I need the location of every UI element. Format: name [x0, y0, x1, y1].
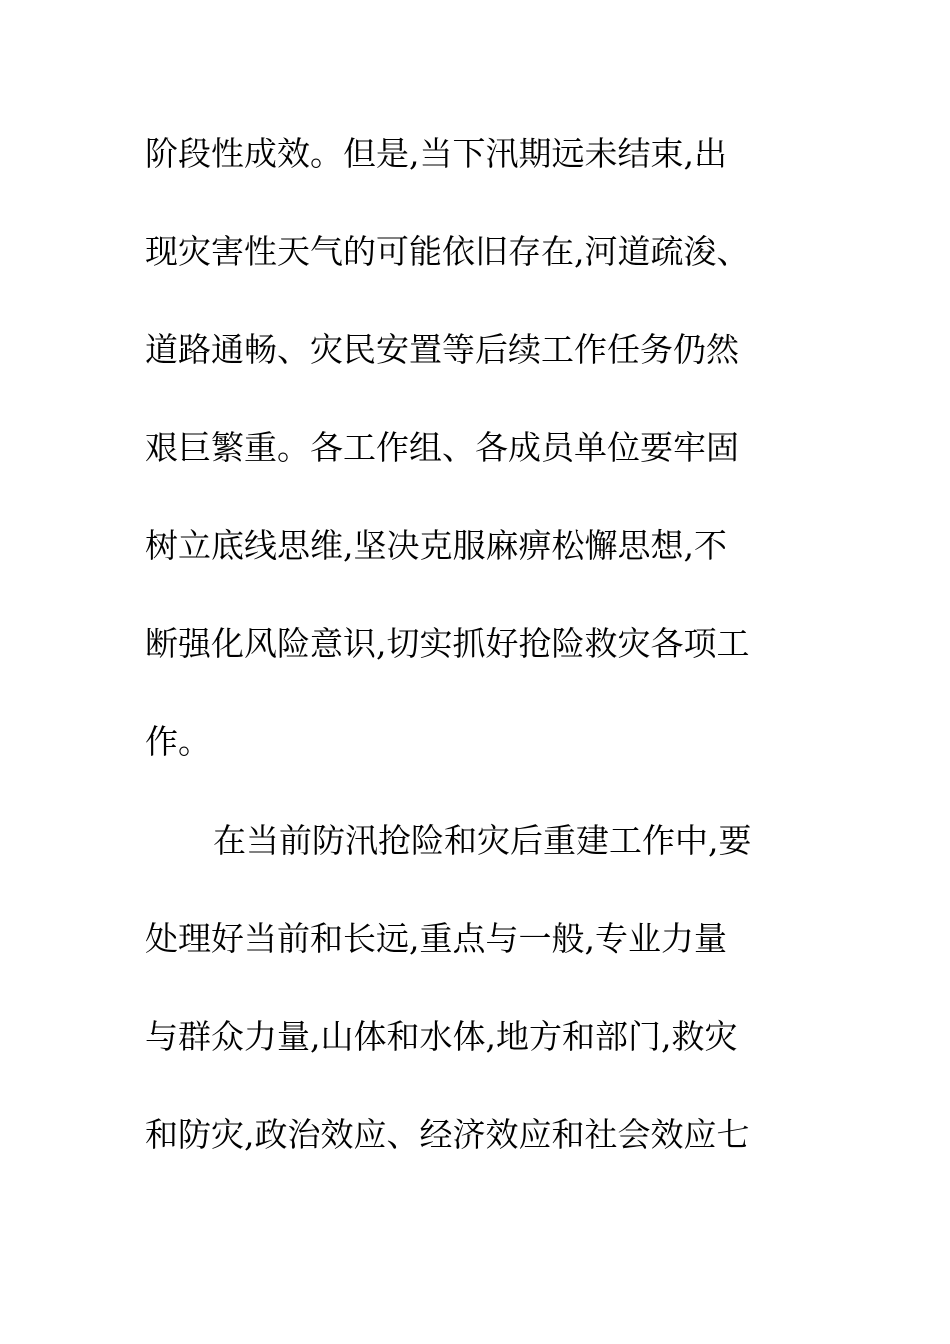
text-line-9: 处理好当前和长远,重点与一般,专业力量	[145, 919, 727, 958]
text-line-5: 树立底线思维,坚决克服麻痹松懈思想,不	[145, 526, 727, 565]
text-line-3: 道路通畅、灾民安置等后续工作任务仍然	[145, 330, 739, 369]
text-line-11: 和防灾,政治效应、经济效应和社会效应七	[145, 1115, 750, 1154]
text-line-1: 阶段性成效。但是,当下汛期远未结束,出	[145, 134, 727, 173]
text-line-2: 现灾害性天气的可能依旧存在,河道疏浚、	[145, 232, 750, 271]
text-line-6: 断强化风险意识,切实抓好抢险救灾各项工	[145, 624, 750, 663]
text-line-7: 作。	[145, 722, 211, 761]
text-line-4: 艰巨繁重。各工作组、各成员单位要牢固	[145, 428, 739, 467]
text-line-10: 与群众力量,山体和水体,地方和部门,救灾	[145, 1017, 738, 1056]
paragraph-2-first-line: 在当前防汛抢险和灾后重建工作中,要	[213, 821, 752, 860]
